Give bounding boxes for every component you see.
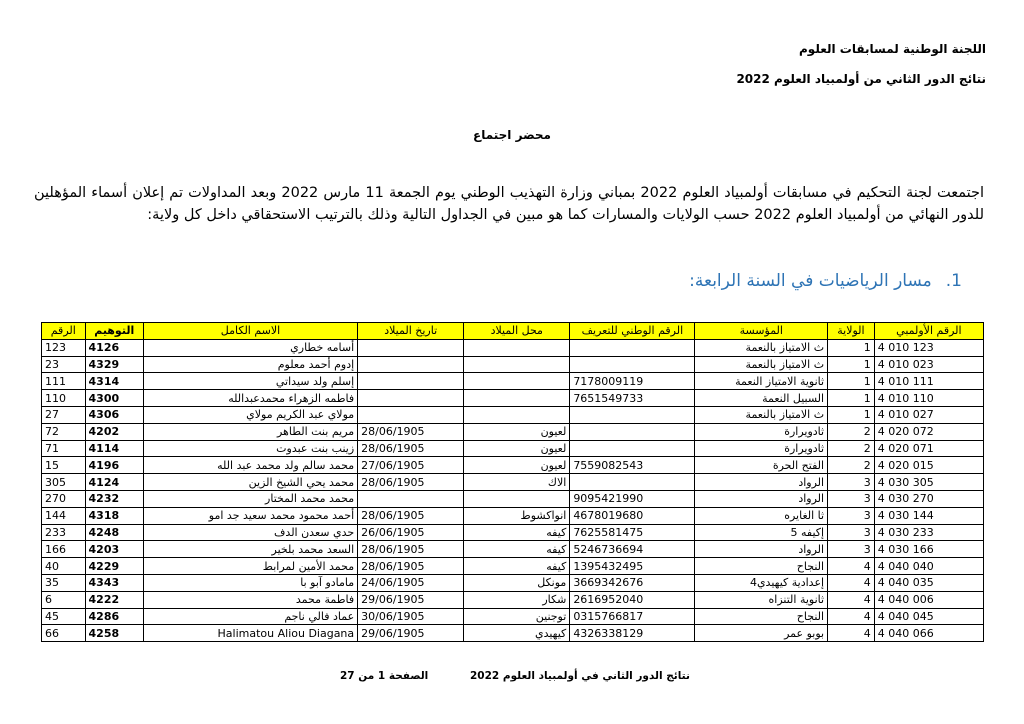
cell-national-id [570, 339, 695, 356]
cell-birth-place: كيفه [464, 558, 570, 575]
cell-rank: 23 [42, 356, 86, 373]
cell-full-name: السعد محمد بلخير [143, 541, 357, 558]
cell-olympic-no: 4 030 305 [874, 474, 983, 491]
cell-national-id: 4326338129 [570, 625, 695, 642]
cell-national-id [570, 423, 695, 440]
cell-wilaya: 1 [828, 390, 875, 407]
cell-score: 4232 [85, 490, 143, 507]
cell-score: 4222 [85, 591, 143, 608]
cell-wilaya: 3 [828, 524, 875, 541]
cell-birth-place: كيفه [464, 524, 570, 541]
cell-full-name: محمد محمد المختار [143, 490, 357, 507]
cell-olympic-no: 4 030 166 [874, 541, 983, 558]
cell-score: 4318 [85, 507, 143, 524]
cell-birth-place: كيفه [464, 541, 570, 558]
table-header-row [42, 323, 984, 340]
cell-full-name: فاطمه الزهراء محمدعبدالله [143, 390, 357, 407]
cell-birth-date [358, 373, 464, 390]
cell-wilaya: 2 [828, 440, 875, 457]
col-full-name: الاسم الكامل [143, 323, 357, 340]
cell-olympic-no: 4 010 111 [874, 373, 983, 390]
table-row [42, 591, 984, 608]
table-row [42, 457, 984, 474]
cell-birth-date: 28/06/1905 [358, 558, 464, 575]
section-heading [689, 271, 962, 291]
cell-olympic-no: 4 040 045 [874, 608, 983, 625]
table-row [42, 356, 984, 373]
cell-full-name: إسلم ولد سيداتي [143, 373, 357, 390]
col-rank: الرقم [42, 323, 86, 340]
cell-full-name: مامادو آبو با [143, 574, 357, 591]
cell-birth-place: الاك [464, 474, 570, 491]
cell-full-name: حدي سعدن الدف [143, 524, 357, 541]
cell-birth-place [464, 373, 570, 390]
cell-olympic-no: 4 030 233 [874, 524, 983, 541]
cell-wilaya: 2 [828, 423, 875, 440]
cell-national-id: 9095421990 [570, 490, 695, 507]
cell-institution: الفتح الحرة [695, 457, 828, 474]
cell-rank: 110 [42, 390, 86, 407]
cell-national-id [570, 474, 695, 491]
cell-birth-place: انواكشوط [464, 507, 570, 524]
cell-full-name: عماد فالي ناجم [143, 608, 357, 625]
table-row [42, 524, 984, 541]
table-row [42, 339, 984, 356]
cell-birth-place: لعيون [464, 423, 570, 440]
cell-institution: ث الامتياز بالنعمة [695, 406, 828, 423]
cell-institution: النجاح [695, 558, 828, 575]
cell-birth-place: توجنين [464, 608, 570, 625]
results-table [41, 322, 984, 642]
cell-birth-place [464, 390, 570, 407]
cell-rank: 40 [42, 558, 86, 575]
cell-full-name: زينب بنت عبدوت [143, 440, 357, 457]
cell-full-name: Halimatou Aliou Diagana [143, 625, 357, 642]
cell-rank: 166 [42, 541, 86, 558]
cell-wilaya: 1 [828, 406, 875, 423]
cell-birth-place: مونكل [464, 574, 570, 591]
col-score: التوهيم [85, 323, 143, 340]
cell-wilaya: 1 [828, 356, 875, 373]
cell-olympic-no: 4 010 023 [874, 356, 983, 373]
cell-birth-date: 29/06/1905 [358, 625, 464, 642]
cell-score: 4248 [85, 524, 143, 541]
cell-institution: إعدادية كيهيدي4 [695, 574, 828, 591]
table-row [42, 406, 984, 423]
table-row [42, 490, 984, 507]
cell-national-id [570, 440, 695, 457]
cell-score: 4306 [85, 406, 143, 423]
cell-institution: السبيل النعمة [695, 390, 828, 407]
table-row [42, 373, 984, 390]
section-title: مسار الرياضيات في السنة الرابعة: [689, 271, 932, 291]
cell-birth-date: 27/06/1905 [358, 457, 464, 474]
cell-wilaya: 3 [828, 507, 875, 524]
col-olympic-no: الرقم الأولمبي [874, 323, 983, 340]
cell-national-id: 4678019680 [570, 507, 695, 524]
cell-olympic-no: 4 010 027 [874, 406, 983, 423]
cell-institution: ثادويرارة [695, 423, 828, 440]
col-institution: المؤسسة [695, 323, 828, 340]
cell-full-name: محمد الأمين لمرابط [143, 558, 357, 575]
cell-institution: الرواد [695, 541, 828, 558]
cell-wilaya: 3 [828, 490, 875, 507]
cell-rank: 270 [42, 490, 86, 507]
cell-olympic-no: 4 040 006 [874, 591, 983, 608]
cell-score: 4286 [85, 608, 143, 625]
cell-national-id: 7651549733 [570, 390, 695, 407]
cell-national-id: 7625581475 [570, 524, 695, 541]
cell-score: 4329 [85, 356, 143, 373]
cell-olympic-no: 4 020 071 [874, 440, 983, 457]
cell-score: 4258 [85, 625, 143, 642]
cell-birth-place: شكار [464, 591, 570, 608]
cell-rank: 305 [42, 474, 86, 491]
table-row [42, 574, 984, 591]
cell-wilaya: 4 [828, 558, 875, 575]
cell-wilaya: 3 [828, 541, 875, 558]
page-number: الصفحة 1 من 27 [340, 670, 429, 682]
cell-birth-place [464, 490, 570, 507]
section-number: 1. [945, 271, 962, 291]
table-row [42, 440, 984, 457]
cell-institution: إكيفه 5 [695, 524, 828, 541]
cell-birth-date [358, 356, 464, 373]
cell-birth-place: لعيون [464, 457, 570, 474]
cell-wilaya: 1 [828, 339, 875, 356]
cell-rank: 35 [42, 574, 86, 591]
cell-olympic-no: 4 020 072 [874, 423, 983, 440]
cell-rank: 66 [42, 625, 86, 642]
cell-national-id: 2616952040 [570, 591, 695, 608]
cell-wilaya: 4 [828, 625, 875, 642]
cell-olympic-no: 4 040 035 [874, 574, 983, 591]
cell-olympic-no: 4 010 110 [874, 390, 983, 407]
cell-birth-date: 28/06/1905 [358, 440, 464, 457]
cell-full-name: أحمد محمود محمد سعيد جد امو [143, 507, 357, 524]
cell-institution: ثانوية الامتياز النعمة [695, 373, 828, 390]
intro-paragraph: اجتمعت لجنة التحكيم في مسابقات أولمبياد العلوم 2022 بمباني وزارة التهذيب الوطني يوم الجمعة 11 مارس 2022 وبعد المداولات تم إعلان أسماء المؤهلين للدور النهائي من أولمبياد العلوم 2022 حسب الولايات والمسارات كما هو مبين في الجداول التالية وذلك بالترتيب الاستحقاقي داخل كل ولاية: [34, 185, 984, 223]
cell-score: 4300 [85, 390, 143, 407]
col-wilaya: الولاية [828, 323, 875, 340]
cell-national-id [570, 406, 695, 423]
cell-national-id: 5246736694 [570, 541, 695, 558]
cell-score: 4202 [85, 423, 143, 440]
cell-institution: ثادويرارة [695, 440, 828, 457]
cell-score: 4314 [85, 373, 143, 390]
cell-rank: 27 [42, 406, 86, 423]
cell-birth-date [358, 390, 464, 407]
cell-birth-date: 28/06/1905 [358, 474, 464, 491]
table-row [42, 507, 984, 524]
cell-rank: 71 [42, 440, 86, 457]
cell-full-name: مولاي عبد الكريم مولاي [143, 406, 357, 423]
minutes-title: محضر اجتماع [473, 128, 551, 142]
cell-birth-date: 28/06/1905 [358, 423, 464, 440]
table-row [42, 423, 984, 440]
cell-birth-date: 24/06/1905 [358, 574, 464, 591]
cell-full-name: مريم بنت الطاهر [143, 423, 357, 440]
col-national-id: الرقم الوطني للتعريف [570, 323, 695, 340]
cell-rank: 45 [42, 608, 86, 625]
cell-national-id: 1395432495 [570, 558, 695, 575]
cell-olympic-no: 4 030 144 [874, 507, 983, 524]
cell-rank: 111 [42, 373, 86, 390]
cell-institution: بوبو عمر [695, 625, 828, 642]
cell-institution: ث الامتياز بالنعمة [695, 356, 828, 373]
cell-birth-date [358, 490, 464, 507]
cell-olympic-no: 4 040 040 [874, 558, 983, 575]
cell-wilaya: 4 [828, 608, 875, 625]
cell-score: 4126 [85, 339, 143, 356]
table-row [42, 625, 984, 642]
cell-rank: 144 [42, 507, 86, 524]
cell-rank: 123 [42, 339, 86, 356]
footer-title: نتائج الدور الثاني في أولمبياد العلوم 2022 [470, 670, 690, 682]
cell-olympic-no: 4 010 123 [874, 339, 983, 356]
cell-wilaya: 3 [828, 474, 875, 491]
cell-rank: 233 [42, 524, 86, 541]
cell-birth-date: 29/06/1905 [358, 591, 464, 608]
cell-institution: النجاح [695, 608, 828, 625]
cell-score: 4196 [85, 457, 143, 474]
cell-national-id: 3669342676 [570, 574, 695, 591]
cell-score: 4229 [85, 558, 143, 575]
cell-institution: ث الامتياز بالنعمة [695, 339, 828, 356]
cell-institution: ثانوية التنزاه [695, 591, 828, 608]
table-row [42, 608, 984, 625]
cell-wilaya: 1 [828, 373, 875, 390]
cell-birth-place [464, 406, 570, 423]
cell-score: 4203 [85, 541, 143, 558]
cell-full-name: أسامه خطاري [143, 339, 357, 356]
cell-wilaya: 2 [828, 457, 875, 474]
cell-birth-date [358, 339, 464, 356]
cell-institution: الرواد [695, 490, 828, 507]
table-row [42, 558, 984, 575]
cell-institution: ثا الغايره [695, 507, 828, 524]
cell-birth-place [464, 339, 570, 356]
results-title: نتائج الدور الثاني من أولمبياد العلوم 2022 [736, 72, 986, 86]
cell-full-name: إدوم أحمد معلوم [143, 356, 357, 373]
cell-national-id: 7559082543 [570, 457, 695, 474]
cell-olympic-no: 4 040 066 [874, 625, 983, 642]
table-row [42, 474, 984, 491]
table-row [42, 541, 984, 558]
cell-full-name: محمد سالم ولد محمد عبد الله [143, 457, 357, 474]
cell-score: 4124 [85, 474, 143, 491]
col-birth-place: محل الميلاد [464, 323, 570, 340]
committee-title: اللجنة الوطنية لمسابقات العلوم [799, 42, 986, 56]
cell-rank: 15 [42, 457, 86, 474]
cell-full-name: فاطمة محمد [143, 591, 357, 608]
cell-birth-place: لعيون [464, 440, 570, 457]
cell-olympic-no: 4 020 015 [874, 457, 983, 474]
cell-wilaya: 4 [828, 591, 875, 608]
cell-olympic-no: 4 030 270 [874, 490, 983, 507]
cell-birth-date: 28/06/1905 [358, 507, 464, 524]
cell-birth-date: 26/06/1905 [358, 524, 464, 541]
cell-rank: 6 [42, 591, 86, 608]
cell-birth-place [464, 356, 570, 373]
cell-birth-place: كيهيدي [464, 625, 570, 642]
cell-birth-date: 28/06/1905 [358, 541, 464, 558]
cell-national-id: 7178009119 [570, 373, 695, 390]
cell-birth-date: 30/06/1905 [358, 608, 464, 625]
table-row [42, 390, 984, 407]
cell-rank: 72 [42, 423, 86, 440]
cell-national-id: 0315766817 [570, 608, 695, 625]
cell-birth-date [358, 406, 464, 423]
cell-wilaya: 4 [828, 574, 875, 591]
cell-score: 4114 [85, 440, 143, 457]
cell-national-id [570, 356, 695, 373]
cell-score: 4343 [85, 574, 143, 591]
col-birth-date: تاريخ الميلاد [358, 323, 464, 340]
cell-institution: الرواد [695, 474, 828, 491]
cell-full-name: محمد يحي الشيخ الزين [143, 474, 357, 491]
